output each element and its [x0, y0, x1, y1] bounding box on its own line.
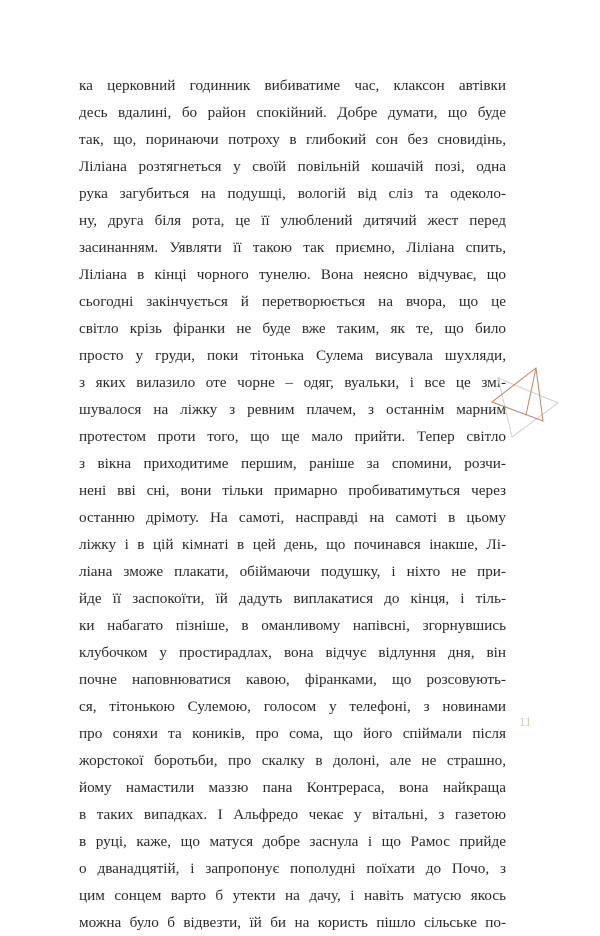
text-line: з вікна приходитиме першим, раніше за спомини, розчи- — [79, 455, 506, 472]
text-line: просто у груди, поки тітонька Сулема висувала шухляди, — [79, 347, 506, 364]
text-line: йде її заспокоїти, їй дадуть виплакатися до кінця, і тіль- — [79, 590, 506, 607]
text-line: клубочком у простирадлах, вона відчує відлуння дня, він — [79, 644, 506, 661]
text-line: цим сонцем варто б утекти на дачу, і навіть матусю якось — [79, 887, 506, 904]
text-line: ся, тітонькою Сулемою, голосом у телефоні, з новинами — [79, 698, 506, 715]
text-line: рука загубиться на подушці, вологій від сліз та одеколо- — [79, 185, 506, 202]
text-line: ки набагато пізніше, в оманливому напівсні, згорнувшись — [79, 617, 506, 634]
text-line: протестом проти того, що ще мало прийти. Тепер світло — [79, 428, 506, 445]
text-line: ліана зможе плакати, обіймаючи подушку, і ніхто не при- — [79, 563, 506, 580]
text-line: шувалося на ліжку з ревним плачем, з останнім марним — [79, 401, 506, 418]
text-line: можна було б відвезти, їй би на користь пішло сільське по- — [79, 914, 506, 931]
text-line: в руці, каже, що матуся добре заснула і що Рамос прийде — [79, 833, 506, 850]
text-line: почне наповнюватися кавою, фіранками, що розсовують- — [79, 671, 506, 688]
text-line: в таких випадках. І Альфредо чекає у вітальні, з газетою — [79, 806, 506, 823]
text-line: ну, друга біля рота, це її улюблений дитячий жест перед — [79, 212, 506, 229]
text-line: так, що, поринаючи потроху в глибокий сон без сновидінь, — [79, 131, 506, 148]
text-line: о дванадцятій, і запропонує пополудні поїхати до Почо, з — [79, 860, 506, 877]
text-line: Ліліана розтягнеться у своїй повільній кошачій позі, одна — [79, 158, 506, 175]
text-line: сьогодні закінчується й перетворюється на вчора, що це — [79, 293, 506, 310]
text-line: світло крізь фіранки не буде вже таким, як те, що било — [79, 320, 506, 337]
star-ornament-icon — [486, 362, 564, 442]
text-line: засинанням. Уявляти її такою так приємно, Ліліана спить, — [79, 239, 506, 256]
text-line: про соняхи та коників, про сома, що його спіймали після — [79, 725, 506, 742]
text-line: ліжку і в цій кімнаті в цей день, що починався інакше, Лі- — [79, 536, 506, 553]
text-line: Ліліана в кінці чорного тунелю. Вона неясно відчуває, що — [79, 266, 506, 283]
text-line: десь вдалині, бо район спокійний. Добре думати, що буде — [79, 104, 506, 121]
text-line: жорстокої боротьби, про скалку в долоні, але не страшно, — [79, 752, 506, 769]
text-line: з яких вилазило оте чорне – одяг, вуальки, і все це змі- — [79, 374, 506, 391]
page-number: 11 — [519, 714, 532, 729]
text-line: останню дрімоту. На самоті, насправді на самоті в цьому — [79, 509, 506, 526]
orange-triangle — [492, 368, 543, 421]
text-line: йому намастили маззю пана Контрераса, вона найкраща — [79, 779, 506, 796]
text-line: нені вві сні, вони тільки примарно пробиватимуться через — [79, 482, 506, 499]
body-text — [79, 72, 506, 936]
text-line: ка церковний годинник вибиватиме час, клаксон автівки — [79, 77, 506, 94]
